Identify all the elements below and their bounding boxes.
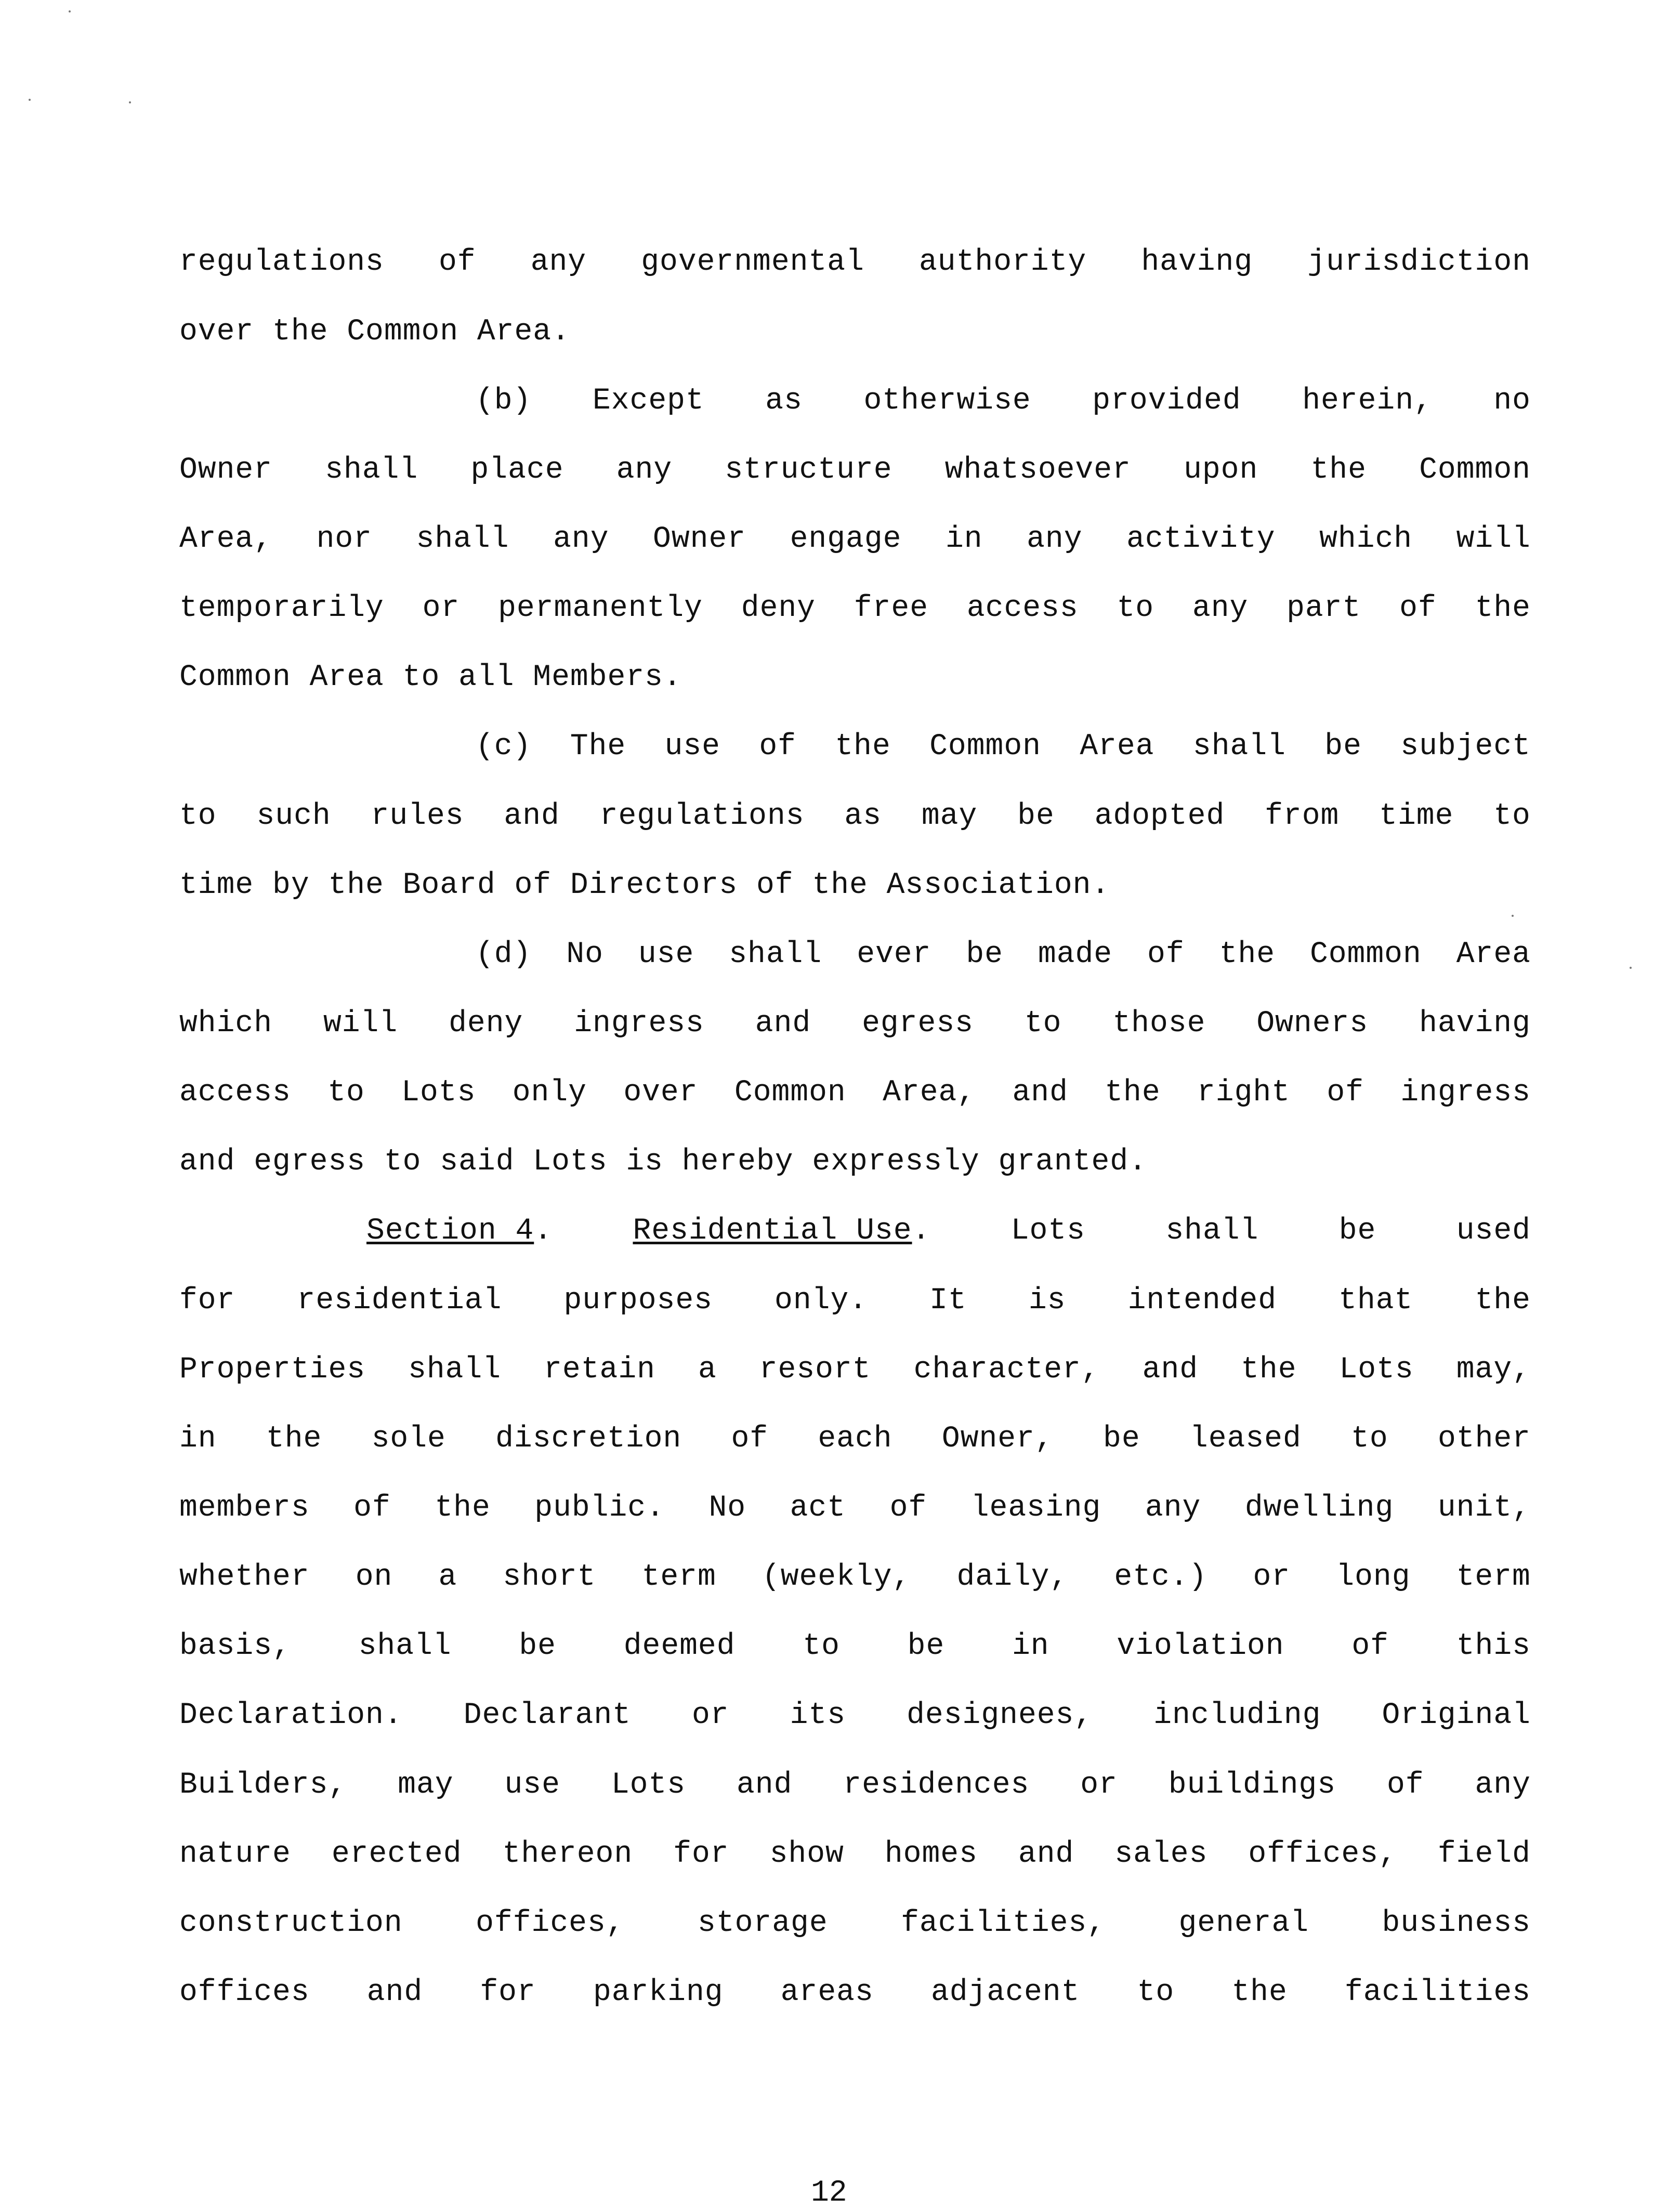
word: be bbox=[1103, 1422, 1140, 1456]
scan-speck bbox=[29, 99, 31, 101]
text-line bbox=[179, 1418, 1531, 1460]
word: deny bbox=[449, 1007, 523, 1041]
word: and bbox=[736, 1768, 793, 1802]
word: access bbox=[966, 591, 1079, 625]
word: of bbox=[1386, 1768, 1424, 1802]
section-title-group bbox=[633, 1211, 930, 1252]
word: in bbox=[179, 1422, 217, 1456]
scan-speck bbox=[69, 10, 71, 12]
word: be bbox=[1324, 730, 1362, 764]
word: only. bbox=[775, 1284, 868, 1318]
word: time bbox=[1379, 799, 1454, 833]
word: activity bbox=[1126, 522, 1276, 556]
word: to bbox=[1351, 1422, 1388, 1456]
word: having bbox=[1419, 1007, 1531, 1041]
section-4-heading-line bbox=[179, 1211, 1531, 1252]
word: upon bbox=[1184, 453, 1258, 487]
word: Lots bbox=[1010, 1214, 1085, 1248]
word: as bbox=[765, 384, 803, 418]
word: which bbox=[179, 1007, 273, 1041]
word: short bbox=[503, 1560, 596, 1594]
word: Original bbox=[1382, 1699, 1531, 1732]
word: Area, bbox=[179, 522, 273, 556]
word: field bbox=[1437, 1837, 1531, 1871]
text-line bbox=[179, 1003, 1531, 1045]
word: basis, bbox=[179, 1629, 291, 1663]
text-line bbox=[179, 1349, 1531, 1391]
page-number: 12 bbox=[811, 2176, 847, 2210]
word: any bbox=[1027, 522, 1083, 556]
word: such bbox=[256, 799, 331, 833]
word: shall bbox=[325, 453, 418, 487]
line-text: and egress to said Lots is hereby expressly granted. bbox=[179, 1145, 1147, 1179]
text-line bbox=[179, 1903, 1531, 1944]
word: deny bbox=[741, 591, 816, 625]
word: that bbox=[1338, 1284, 1413, 1318]
word: those bbox=[1112, 1007, 1206, 1041]
word: may bbox=[398, 1768, 454, 1802]
paragraph-marker-c: (c) bbox=[476, 730, 532, 764]
word: regulations bbox=[599, 799, 805, 833]
word: be bbox=[907, 1629, 945, 1663]
word: Lots bbox=[401, 1076, 476, 1110]
text-line bbox=[179, 588, 1531, 629]
word: act bbox=[790, 1491, 846, 1525]
word: thereon bbox=[502, 1837, 633, 1871]
word: Lots bbox=[1339, 1353, 1414, 1387]
word: the bbox=[1475, 591, 1531, 625]
word: right bbox=[1197, 1076, 1291, 1110]
word: for bbox=[673, 1837, 729, 1871]
word: nature bbox=[179, 1837, 291, 1871]
word: show bbox=[769, 1837, 844, 1871]
word: Properties bbox=[179, 1353, 366, 1387]
word: business bbox=[1382, 1906, 1531, 1940]
word: from bbox=[1265, 799, 1340, 833]
word: temporarily bbox=[179, 591, 384, 625]
word: Common bbox=[1309, 938, 1422, 971]
word: violation bbox=[1117, 1629, 1284, 1663]
word: only bbox=[512, 1076, 587, 1110]
word: Area bbox=[1080, 730, 1154, 764]
word: Common bbox=[734, 1076, 846, 1110]
word: any bbox=[530, 245, 587, 279]
word: unit, bbox=[1437, 1491, 1531, 1525]
word: The bbox=[570, 730, 626, 764]
word: residential bbox=[297, 1284, 502, 1318]
word: use bbox=[638, 938, 694, 971]
word: to bbox=[1493, 799, 1531, 833]
word: the bbox=[1105, 1076, 1161, 1110]
paragraph-c-first-line bbox=[179, 726, 1531, 768]
word: rules bbox=[371, 799, 464, 833]
word: any bbox=[1145, 1491, 1201, 1525]
word: purposes bbox=[563, 1284, 713, 1318]
word: offices, bbox=[1248, 1837, 1397, 1871]
word: structure bbox=[725, 453, 892, 487]
word: the bbox=[1241, 1353, 1297, 1387]
section-title: Residential Use bbox=[633, 1214, 912, 1248]
word: Lots bbox=[611, 1768, 686, 1802]
word: otherwise bbox=[863, 384, 1031, 418]
word: or bbox=[1080, 1768, 1118, 1802]
text-line bbox=[179, 1280, 1531, 1322]
word: be bbox=[519, 1629, 556, 1663]
word: governmental bbox=[641, 245, 864, 279]
word: ever bbox=[857, 938, 931, 971]
word: Owner bbox=[653, 522, 746, 556]
word: adopted bbox=[1094, 799, 1225, 833]
word: Owners bbox=[1256, 1007, 1369, 1041]
word: sole bbox=[371, 1422, 446, 1456]
word: each bbox=[818, 1422, 892, 1456]
word: to bbox=[179, 799, 217, 833]
word: daily, bbox=[956, 1560, 1069, 1594]
word: including bbox=[1153, 1699, 1321, 1732]
word: no bbox=[1493, 384, 1531, 418]
word: intended bbox=[1127, 1284, 1277, 1318]
word: the bbox=[1219, 938, 1276, 971]
word: storage bbox=[698, 1906, 828, 1940]
word: and bbox=[366, 1976, 423, 2009]
word: of bbox=[353, 1491, 391, 1525]
word: and bbox=[1142, 1353, 1199, 1387]
word: Common bbox=[929, 730, 1041, 764]
word: other bbox=[1437, 1422, 1531, 1456]
text-line bbox=[179, 1557, 1531, 1598]
word: (weekly, bbox=[762, 1560, 911, 1594]
word: having bbox=[1141, 245, 1253, 279]
word: buildings bbox=[1168, 1768, 1336, 1802]
word: ingress bbox=[1400, 1076, 1531, 1110]
paragraph-d-first-line bbox=[179, 934, 1531, 976]
word: the bbox=[1475, 1284, 1531, 1318]
word: leased bbox=[1189, 1422, 1302, 1456]
word: place bbox=[470, 453, 564, 487]
text-line bbox=[179, 1488, 1531, 1529]
text-line bbox=[179, 1695, 1531, 1737]
word: a bbox=[698, 1353, 717, 1387]
scan-speck bbox=[129, 101, 131, 103]
word: offices, bbox=[476, 1906, 625, 1940]
word: a bbox=[438, 1560, 457, 1594]
word: erected bbox=[331, 1837, 462, 1871]
word: and bbox=[1012, 1076, 1068, 1110]
word: members bbox=[179, 1491, 310, 1525]
word: its bbox=[790, 1699, 846, 1732]
word: to bbox=[1117, 591, 1154, 625]
word: to bbox=[327, 1076, 365, 1110]
scan-speck bbox=[1512, 915, 1514, 917]
word: to bbox=[803, 1629, 840, 1663]
word: jurisdiction bbox=[1307, 245, 1531, 279]
word: Builders, bbox=[179, 1768, 347, 1802]
word: which bbox=[1319, 522, 1413, 556]
text-line bbox=[179, 519, 1531, 560]
word: of bbox=[438, 245, 476, 279]
word: designees, bbox=[907, 1699, 1093, 1732]
word: engage bbox=[790, 522, 902, 556]
text-line bbox=[179, 311, 1531, 353]
word: to bbox=[1137, 1976, 1175, 2009]
word: in bbox=[1012, 1629, 1049, 1663]
word: long bbox=[1336, 1560, 1411, 1594]
text-line bbox=[179, 865, 1531, 906]
word: be bbox=[1338, 1214, 1376, 1248]
word: herein, bbox=[1302, 384, 1433, 418]
word: any bbox=[1192, 591, 1249, 625]
word: or bbox=[692, 1699, 729, 1732]
word: free bbox=[854, 591, 929, 625]
word: for bbox=[179, 1284, 235, 1318]
word: over bbox=[623, 1076, 698, 1110]
word: access bbox=[179, 1076, 291, 1110]
word: may, bbox=[1456, 1353, 1531, 1387]
section-number-period: . bbox=[534, 1214, 553, 1248]
word: subject bbox=[1400, 730, 1531, 764]
word: construction bbox=[179, 1906, 403, 1940]
word: permanently bbox=[498, 591, 703, 625]
word: retain bbox=[544, 1353, 655, 1387]
word: the bbox=[1310, 453, 1367, 487]
text-line bbox=[179, 1972, 1531, 2014]
word: term bbox=[641, 1560, 716, 1594]
word: facilities, bbox=[901, 1906, 1106, 1940]
word: will bbox=[1456, 522, 1531, 556]
paragraph-b-first-line bbox=[179, 380, 1531, 422]
word: term bbox=[1456, 1560, 1531, 1594]
word: facilities bbox=[1344, 1976, 1531, 2009]
word: or bbox=[422, 591, 460, 625]
word: use bbox=[504, 1768, 560, 1802]
word: may bbox=[921, 799, 978, 833]
text-line bbox=[179, 1141, 1531, 1183]
section-heading-group bbox=[366, 1211, 553, 1252]
paragraph-marker-b: (b) bbox=[476, 384, 532, 418]
word: of bbox=[731, 1422, 769, 1456]
text-line bbox=[179, 796, 1531, 837]
word: Owner, bbox=[941, 1422, 1054, 1456]
word: nor bbox=[316, 522, 372, 556]
word: made bbox=[1038, 938, 1113, 971]
word: for bbox=[480, 1976, 536, 2009]
text-line bbox=[179, 1072, 1531, 1114]
word: this bbox=[1456, 1629, 1531, 1663]
word: adjacent bbox=[930, 1976, 1080, 2009]
word: or bbox=[1253, 1560, 1291, 1594]
word: will bbox=[323, 1007, 398, 1041]
word: Area, bbox=[883, 1076, 976, 1110]
word: Declarant bbox=[463, 1699, 631, 1732]
word: shall bbox=[1165, 1214, 1259, 1248]
line-text: Common Area to all Members. bbox=[179, 661, 682, 694]
word: on bbox=[355, 1560, 393, 1594]
word: the bbox=[835, 730, 891, 764]
word: of bbox=[889, 1491, 927, 1525]
text-line bbox=[179, 450, 1531, 491]
word: Except bbox=[592, 384, 704, 418]
word: of bbox=[1327, 1076, 1364, 1110]
word: as bbox=[844, 799, 882, 833]
word: deemed bbox=[623, 1629, 736, 1663]
word: authority bbox=[918, 245, 1087, 279]
word: shall bbox=[416, 522, 509, 556]
line-text: over the Common Area. bbox=[179, 315, 570, 349]
word: and bbox=[1018, 1837, 1074, 1871]
word: be bbox=[966, 938, 1003, 971]
word: part bbox=[1287, 591, 1361, 625]
word: and bbox=[504, 799, 560, 833]
text-line bbox=[179, 657, 1531, 699]
word: any bbox=[1475, 1768, 1531, 1802]
word: parking bbox=[593, 1976, 724, 2009]
section-title-period: . bbox=[912, 1214, 931, 1248]
word: sales bbox=[1114, 1837, 1208, 1871]
scan-speck bbox=[1630, 967, 1632, 969]
word: ingress bbox=[574, 1007, 704, 1041]
word: the bbox=[1231, 1976, 1288, 2009]
word: of bbox=[1147, 938, 1185, 971]
word: Declaration. bbox=[179, 1699, 403, 1732]
word: shall bbox=[1192, 730, 1286, 764]
word: homes bbox=[884, 1837, 978, 1871]
word: shall bbox=[729, 938, 822, 971]
line-text: time by the Board of Directors of the Association. bbox=[179, 869, 1110, 902]
word: of bbox=[759, 730, 796, 764]
word: be bbox=[1017, 799, 1055, 833]
word: resort bbox=[759, 1353, 871, 1387]
word: and bbox=[755, 1007, 811, 1041]
word: shall bbox=[358, 1629, 452, 1663]
text-line bbox=[179, 1626, 1531, 1667]
word: discretion bbox=[495, 1422, 682, 1456]
word: Common bbox=[1419, 453, 1531, 487]
word: residences bbox=[843, 1768, 1030, 1802]
word: of bbox=[1351, 1629, 1389, 1663]
word: Area bbox=[1456, 938, 1531, 971]
text-line bbox=[179, 1834, 1531, 1875]
word: in bbox=[945, 522, 983, 556]
word: whatsoever bbox=[944, 453, 1131, 487]
paragraph-marker-d: (d) bbox=[476, 938, 532, 971]
text-line bbox=[179, 1765, 1531, 1806]
word: regulations bbox=[179, 245, 384, 279]
word: shall bbox=[408, 1353, 502, 1387]
word: to bbox=[1024, 1007, 1062, 1041]
word: Owner bbox=[179, 453, 273, 487]
section-number: Section 4 bbox=[366, 1214, 534, 1248]
word: offices bbox=[179, 1976, 310, 2009]
word: any bbox=[616, 453, 673, 487]
word: etc.) bbox=[1114, 1560, 1208, 1594]
word: public. bbox=[534, 1491, 665, 1525]
word: provided bbox=[1092, 384, 1241, 418]
word: used bbox=[1456, 1214, 1531, 1248]
word: of bbox=[1399, 591, 1437, 625]
word: whether bbox=[179, 1560, 310, 1594]
word: character, bbox=[913, 1353, 1100, 1387]
word: It bbox=[929, 1284, 967, 1318]
word: egress bbox=[862, 1007, 974, 1041]
word: general bbox=[1178, 1906, 1309, 1940]
word: is bbox=[1028, 1284, 1066, 1318]
word: leasing bbox=[970, 1491, 1101, 1525]
text-line bbox=[179, 242, 1531, 283]
word: any bbox=[553, 522, 609, 556]
word: use bbox=[664, 730, 720, 764]
word: dwelling bbox=[1244, 1491, 1394, 1525]
word: No bbox=[566, 938, 603, 971]
word: the bbox=[266, 1422, 322, 1456]
word: areas bbox=[780, 1976, 874, 2009]
word: No bbox=[708, 1491, 746, 1525]
word: the bbox=[435, 1491, 491, 1525]
